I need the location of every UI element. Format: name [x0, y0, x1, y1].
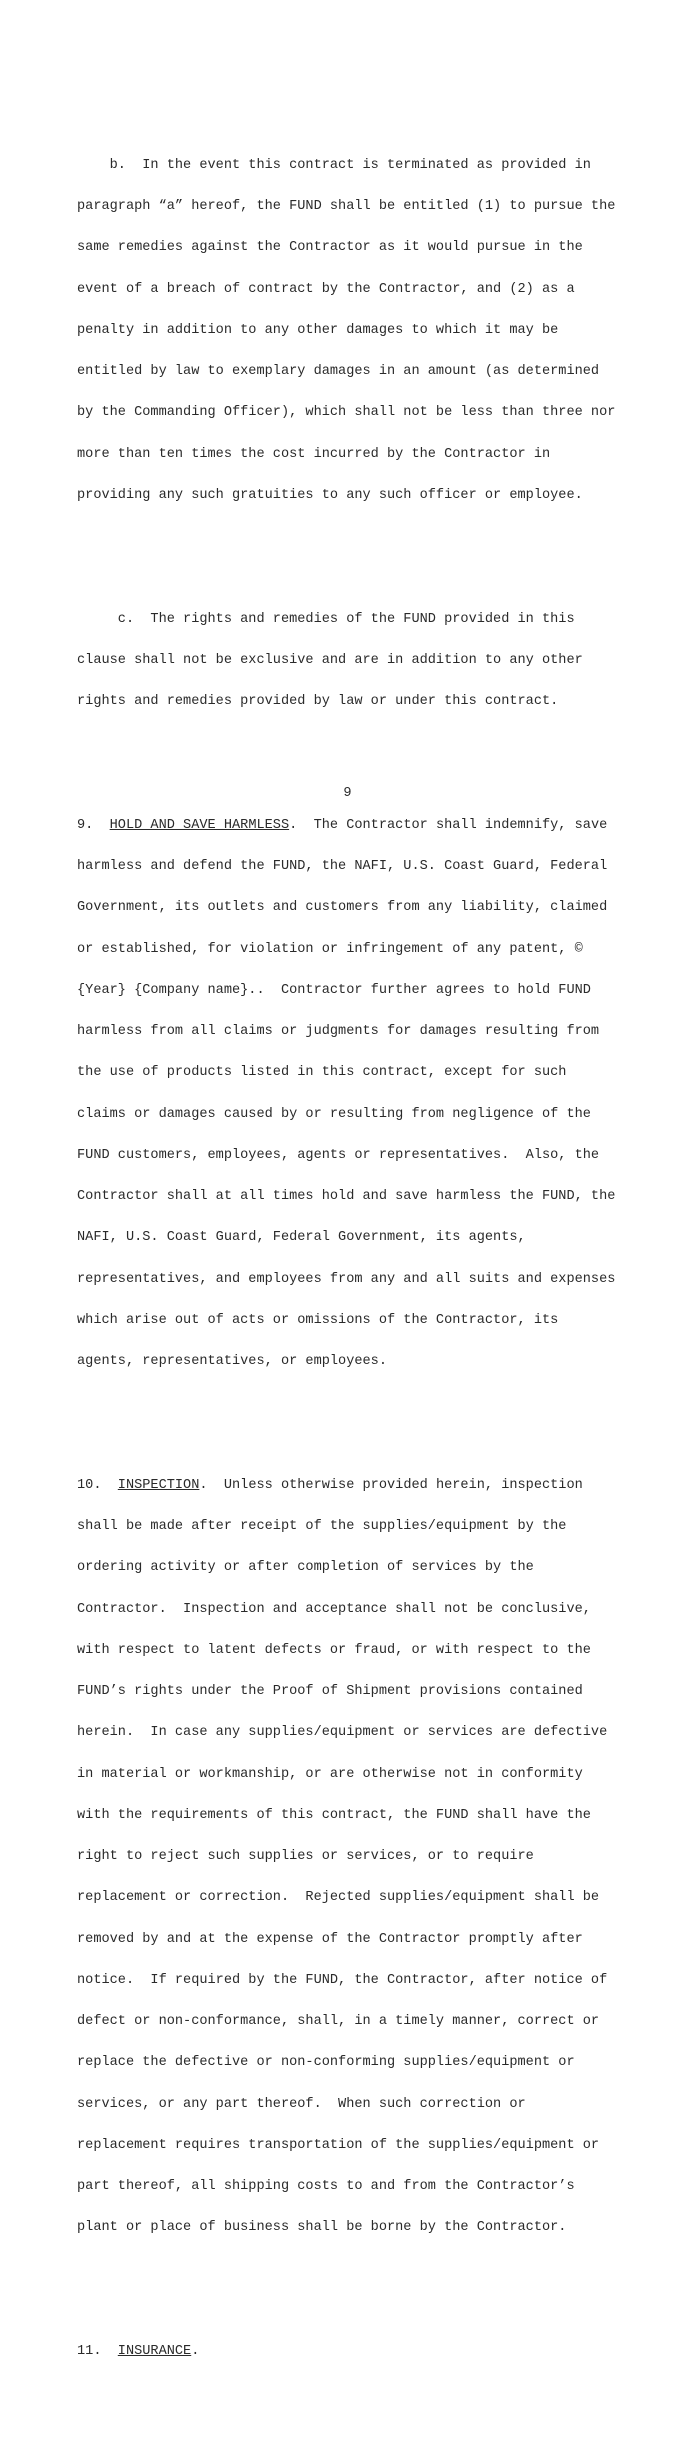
text-line: part thereof, all shipping costs to and from the Contractor’s — [77, 2179, 575, 2194]
section-11-insurance — [77, 2318, 637, 2387]
section-number: 9. — [77, 817, 110, 833]
section-10-inspection — [77, 1451, 637, 2262]
text-line: rights and remedies provided by law or under this contract. — [77, 694, 559, 709]
text-line: claims or damages caused by or resulting from negligence of the — [77, 1106, 591, 1122]
text-line: harmless and defend the FUND, the NAFI, U.S. Coast Guard, Federal — [77, 859, 608, 874]
section-heading-line — [77, 2345, 637, 2359]
text-line-rest: . Unless otherwise provided herein, inspection — [199, 1477, 583, 1493]
text-line: shall be made after receipt of the supplies/equipment by the — [77, 1519, 567, 1534]
text-line: herein. In case any supplies/equipment or services are defective — [77, 1725, 608, 1741]
text-line: in material or workmanship, or are otherwise not in conformity — [77, 1766, 583, 1782]
paragraph-c — [77, 585, 637, 736]
text-line: c. The rights and remedies of the FUND provided in this — [77, 611, 575, 627]
text-line: clause shall not be exclusive and are in addition to any other — [77, 652, 583, 668]
text-line: right to reject such supplies or services, or to require — [77, 1849, 534, 1864]
text-line: {Year} {Company name}.. Contractor further agrees to hold FUND — [77, 982, 591, 998]
text-line: with respect to latent defects or fraud, or with respect to the — [77, 1642, 591, 1658]
page-number: 9 — [343, 786, 352, 801]
text-line: agents, representatives, or employees. — [77, 1354, 387, 1369]
text-line: or established, for violation or infringement of any patent, © — [77, 941, 583, 957]
text-line: Contractor shall at all times hold and save harmless the FUND, the — [77, 1189, 616, 1204]
text-line: paragraph “a” hereof, the FUND shall be entitled (1) to pursue the — [77, 199, 616, 214]
text-line: services, or any part thereof. When such correction or — [77, 2096, 526, 2112]
text-line: Government, its outlets and customers from any liability, claimed — [77, 900, 608, 916]
text-line: harmless from all claims or judgments for damages resulting from — [77, 1024, 600, 1039]
text-line: representatives, and employees from any and all suits and expenses — [77, 1271, 616, 1287]
section-heading: INSURANCE — [117, 2344, 192, 2359]
text-line: defect or non-conformance, shall, in a timely manner, correct or — [77, 2014, 600, 2029]
text-line: ordering activity or after completion of services by the — [77, 1560, 534, 1576]
text-line: entitled by law to exemplary damages in an amount (as determined — [77, 364, 600, 379]
text-line-rest: . — [191, 2344, 200, 2359]
text-line: with the requirements of this contract, the FUND shall have the — [77, 1807, 591, 1823]
text-line: FUND’s rights under the Proof of Shipment provisions contained — [77, 1684, 583, 1699]
section-number: 11. — [77, 2344, 118, 2359]
text-line: replacement requires transportation of the supplies/equipment or — [77, 2137, 600, 2153]
text-line: notice. If required by the FUND, the Contractor, after notice of — [77, 1972, 608, 1988]
text-line: FUND customers, employees, agents or representatives. Also, the — [77, 1147, 600, 1163]
text-line: NAFI, U.S. Coast Guard, Federal Government, its agents, — [77, 1230, 526, 1246]
section-number: 10. — [77, 1477, 118, 1493]
text-line: by the Commanding Officer), which shall not be less than three nor — [77, 405, 616, 421]
section-heading-line — [77, 1479, 637, 1493]
text-line: replacement or correction. Rejected supplies/equipment shall be — [77, 1890, 600, 1906]
text-line: the use of products listed in this contract, except for such — [77, 1065, 567, 1081]
section-heading-line — [77, 819, 637, 833]
text-line: b. In the event this contract is terminated as provided in — [77, 157, 591, 173]
text-line: replace the defective or non-conforming supplies/equipment or — [77, 2055, 575, 2071]
paragraph-b — [77, 131, 637, 530]
text-line: same remedies against the Contractor as it would pursue in the — [77, 240, 583, 256]
text-line: Contractor. Inspection and acceptance shall not be conclusive, — [77, 1601, 591, 1617]
section-9-hold-and-save-harmless — [77, 791, 637, 1396]
section-heading: INSPECTION — [117, 1477, 200, 1493]
text-line: more than ten times the cost incurred by the Contractor in — [77, 446, 551, 462]
text-line: providing any such gratuities to any such officer or employee. — [77, 487, 583, 503]
text-line: removed by and at the expense of the Contractor promptly after — [77, 1931, 583, 1947]
text-line: penalty in addition to any other damages to which it may be — [77, 322, 559, 338]
text-line-rest: . The Contractor shall indemnify, save — [289, 817, 608, 833]
text-line: which arise out of acts or omissions of the Contractor, its — [77, 1312, 559, 1328]
section-heading: HOLD AND SAVE HARMLESS — [109, 817, 290, 833]
text-line: event of a breach of contract by the Contractor, and (2) as a — [77, 281, 575, 297]
document-body — [77, 90, 637, 2441]
text-line: plant or place of business shall be borne by the Contractor. — [77, 2220, 567, 2236]
